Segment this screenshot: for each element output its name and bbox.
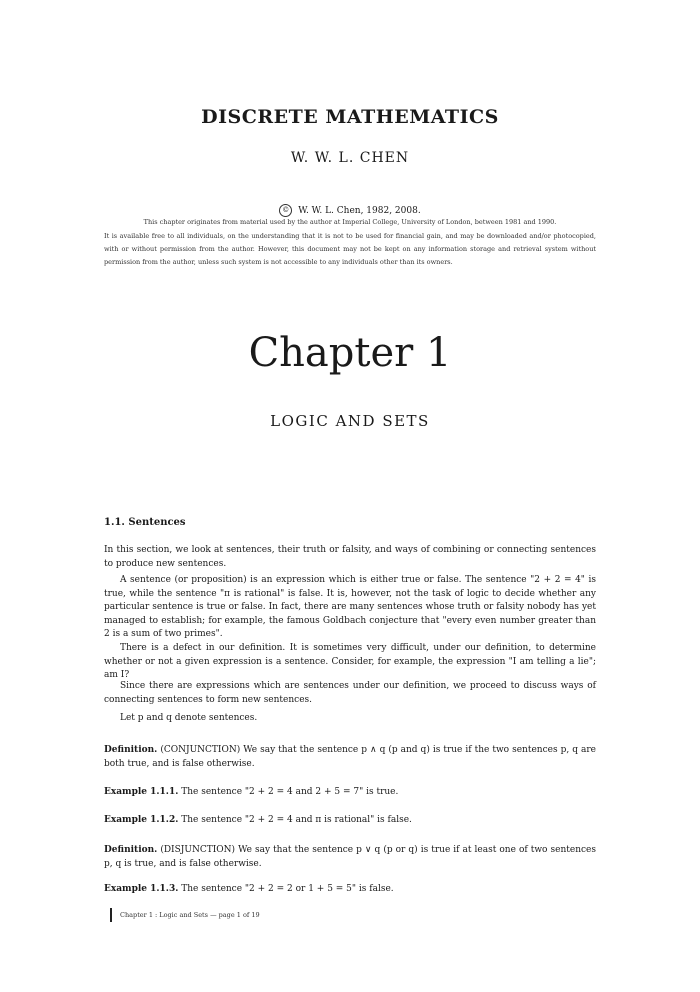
author-name: W. W. L. CHEN — [290, 150, 410, 166]
definition-term: (DISJUNCTION) — [160, 845, 236, 855]
license-notice: It is available free to all individuals, on the understanding that it is not to be used for financial gain, and may be downloaded and/or photocopied, with or without permission from the author. However, this document may not be kept on any information storage and retrieval system without permission from the author, unless such system is not accessible to any individuals other than its owners. — [104, 232, 596, 266]
definition-disjunction — [104, 844, 596, 871]
definition-term: (CONJUNCTION) — [160, 745, 241, 755]
paragraph-notation: Let p and q denote sentences. — [120, 713, 258, 723]
chapter-subtitle: LOGIC AND SETS — [270, 412, 430, 430]
example-text: The sentence "2 + 2 = 4 and π is rational" is false. — [181, 815, 412, 825]
definition-text: We say that the sentence p ∨ q (p or q) is true if at least one of two sentences p, q is true, and is false otherwise. — [104, 845, 596, 869]
example-label: Example 1.1.2. — [104, 815, 179, 825]
definition-conjunction — [104, 744, 596, 771]
copyright-icon: © — [279, 204, 292, 217]
example-1-1-3 — [104, 883, 596, 897]
footnote-marker — [110, 908, 112, 922]
example-1-1-1 — [104, 786, 596, 800]
paragraph-sentence-definition: A sentence (or proposition) is an expression which is either true or false. The sentence "2 + 2 = 4" is true, while the sentence "π is rational" is false. It is, however, not the task of logic to decide whether any particular sentence is true or false. In fact, there are many sentences whose truth or falsity nobody has yet managed to establish; for example, the famous Goldbach conjecture that "every even number greater than 2 is a sum of two primes". — [104, 575, 596, 639]
copyright-line — [0, 204, 700, 217]
definition-text: We say that the sentence p ∧ q (p and q) is true if the two sentences p, q are both true, and is false otherwise. — [104, 745, 596, 769]
definition-label: Definition. — [104, 745, 158, 755]
origin-notice: This chapter originates from material used by the author at Imperial College, University of London, between 1981 and 1990. — [143, 218, 557, 226]
example-label: Example 1.1.3. — [104, 884, 179, 894]
example-label: Example 1.1.1. — [104, 787, 179, 797]
paragraph-defect: There is a defect in our definition. It is sometimes very difficult, under our definition, to determine whether or not a given expression is a sentence. Consider, for example, the expression "I am telling a lie"; am I? — [104, 643, 596, 680]
chapter-heading: Chapter 1 — [248, 330, 452, 376]
example-text: The sentence "2 + 2 = 2 or 1 + 5 = 5" is false. — [181, 884, 394, 894]
definition-label: Definition. — [104, 845, 158, 855]
copyright-text: W. W. L. Chen, 1982, 2008. — [298, 206, 421, 216]
paragraph-intro: In this section, we look at sentences, their truth or falsity, and ways of combining or connecting sentences to produce new sentences. — [104, 545, 596, 569]
page-footer: Chapter 1 : Logic and Sets — page 1 of 19 — [120, 911, 260, 919]
document-title: DISCRETE MATHEMATICS — [201, 106, 499, 128]
section-heading: 1.1. Sentences — [104, 517, 186, 528]
paragraph-connecting: Since there are expressions which are sentences under our definition, we proceed to discuss ways of connecting sentences to form new sentences. — [104, 681, 596, 705]
example-text: The sentence "2 + 2 = 4 and 2 + 5 = 7" is true. — [181, 787, 399, 797]
example-1-1-2 — [104, 814, 596, 828]
